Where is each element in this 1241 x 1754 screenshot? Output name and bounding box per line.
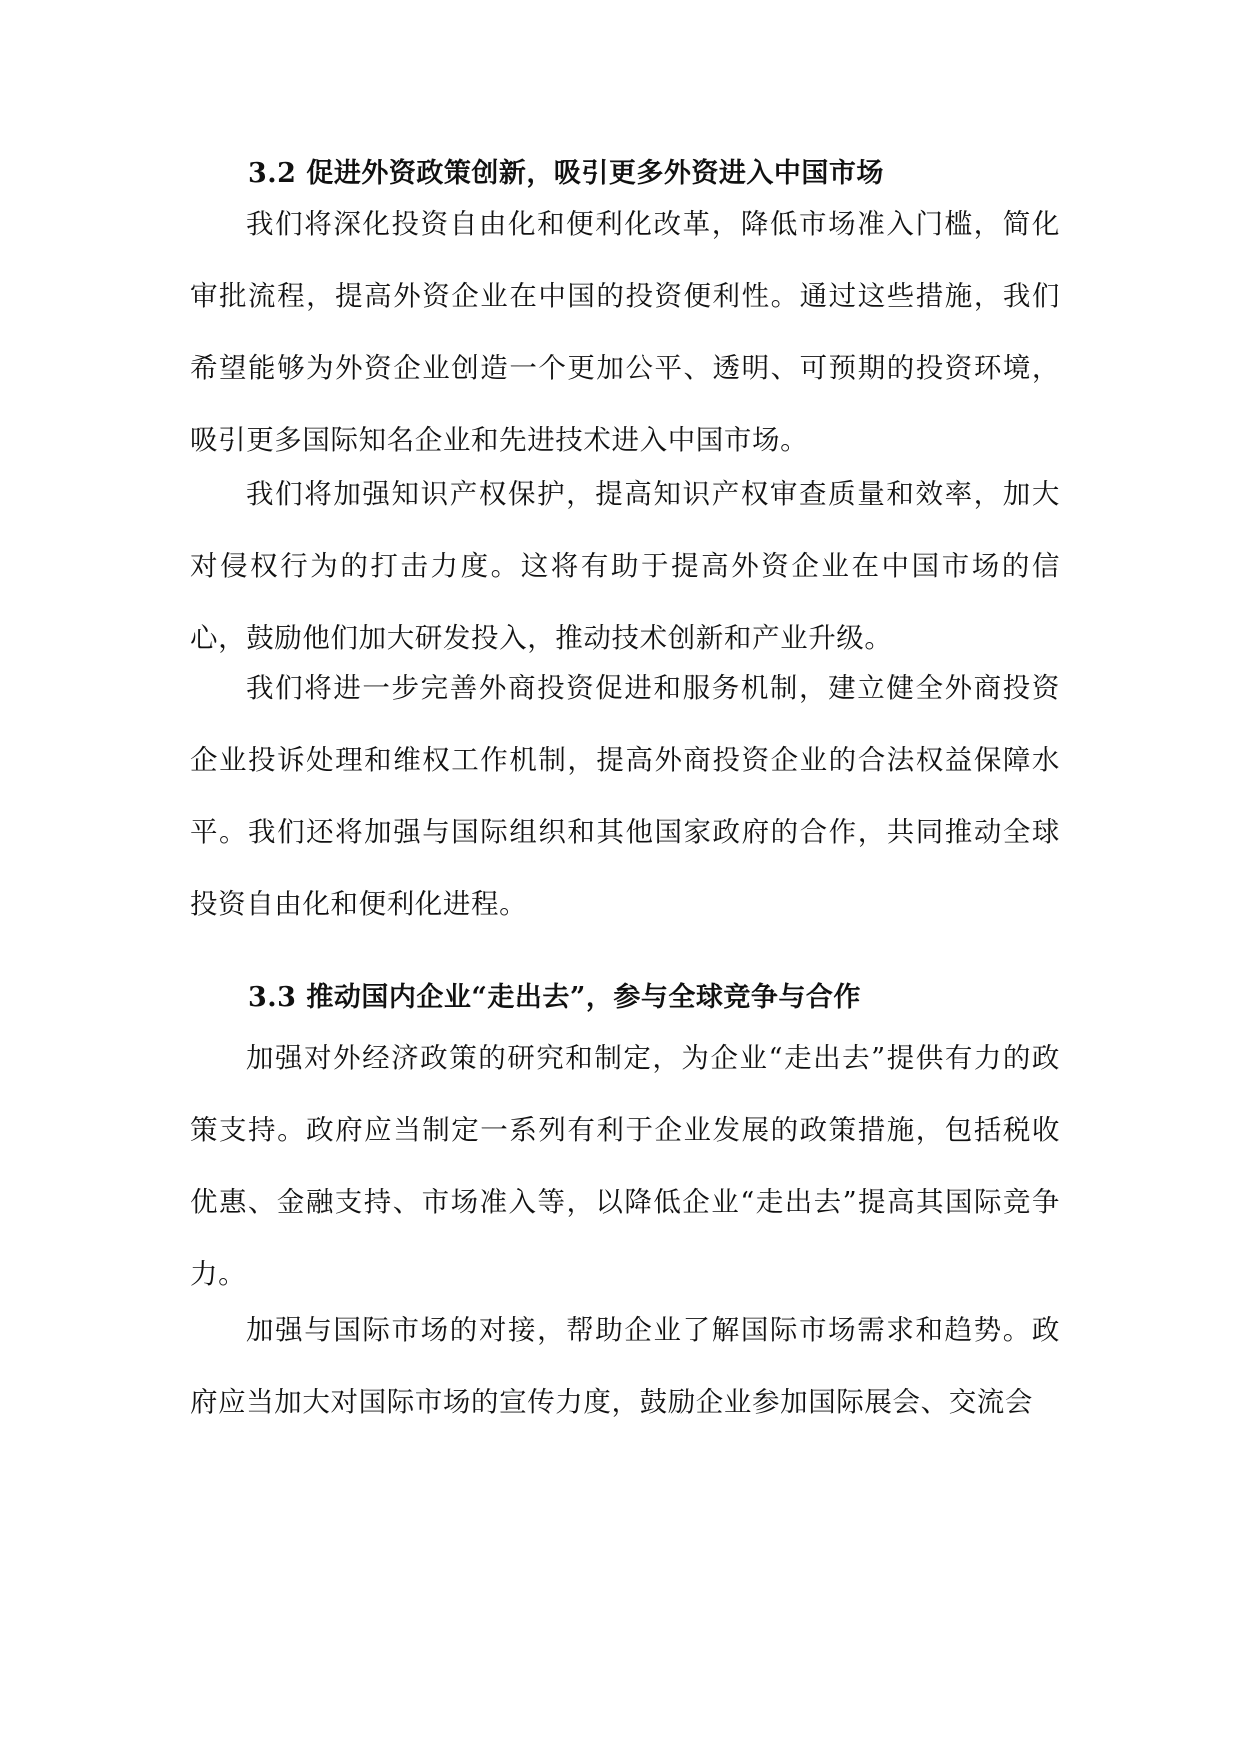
paragraph-investment-liberalization: 我们将深化投资自由化和便利化改革，降低市场准入门槛，简化审批流程，提高外资企业在中国的投资便利性。通过这些措施，我们希望能够为外资企业创造一个更加公平、透明、可预期的投资环境，吸引更多国际知名企业和先进技术进入中国市场。 [190,208,1060,456]
section-heading-3-3: 3.3 推动国内企业“走出去”，参与全球竞争与合作 [248,982,861,1013]
section-heading-3-2: 3.2 促进外资政策创新，吸引更多外资进入中国市场 [248,158,884,189]
paragraph-going-global-policy: 加强对外经济政策的研究和制定，为企业“走出去”提供有力的政策支持。政府应当制定一系列有利于企业发展的政策措施，包括税收优惠、金融支持、市场准入等，以降低企业“走出去”提高其国际竞争力。 [190,1042,1060,1290]
paragraph-international-market: 加强与国际市场的对接，帮助企业了解国际市场需求和趋势。政府应当加大对国际市场的宣传力度，鼓励企业参加国际展会、交流会 [190,1314,1060,1418]
paragraph-foreign-investment-service: 我们将进一步完善外商投资促进和服务机制，建立健全外商投资企业投诉处理和维权工作机制，提高外商投资企业的合法权益保障水平。我们还将加强与国际组织和其他国家政府的合作，共同推动全球投资自由化和便利化进程。 [190,672,1060,920]
paragraph-ip-protection: 我们将加强知识产权保护，提高知识产权审查质量和效率，加大对侵权行为的打击力度。这将有助于提高外资企业在中国市场的信心，鼓励他们加大研发投入，推动技术创新和产业升级。 [190,478,1060,654]
